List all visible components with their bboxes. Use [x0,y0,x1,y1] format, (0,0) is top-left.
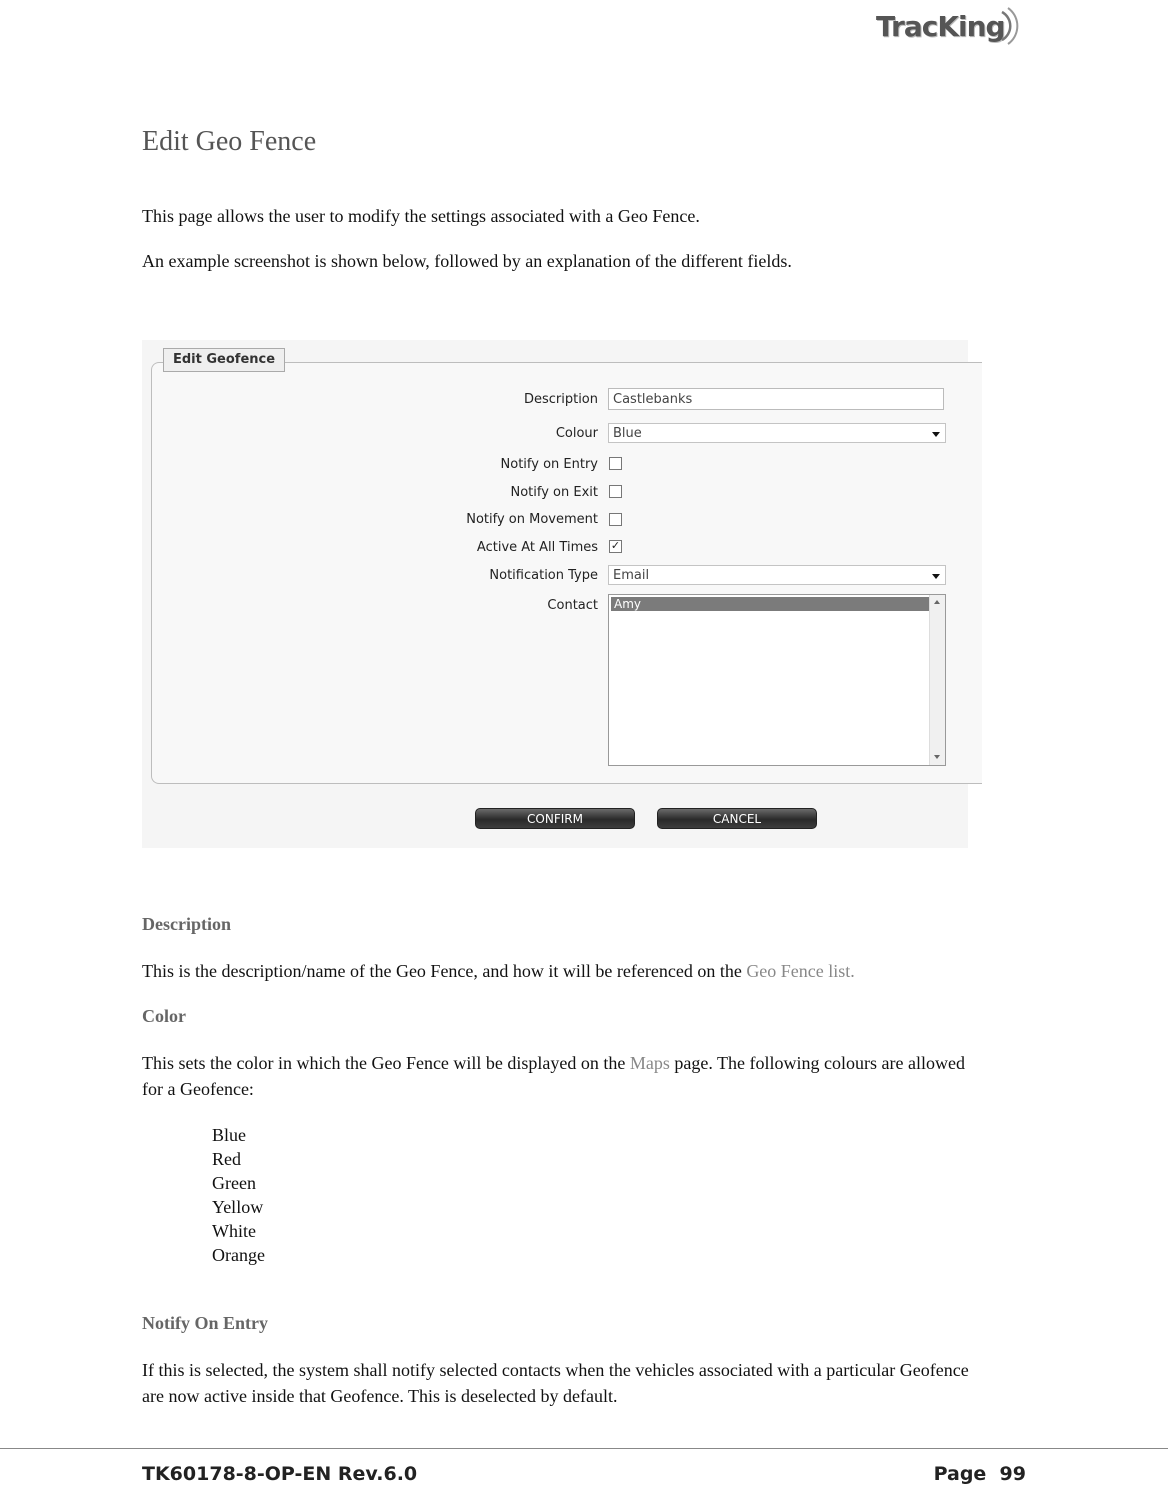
colour-list [212,1123,265,1267]
form-legend: Edit Geofence [163,348,285,372]
description-label: Description [523,392,598,407]
list-item: Yellow [212,1197,264,1217]
color-heading: Color [142,1006,186,1026]
geo-fence-list-link[interactable]: Geo Fence list. [746,961,855,981]
chevron-down-icon [932,574,940,579]
confirm-button[interactable]: CONFIRM [475,808,635,829]
footer-page: Page 99 [933,1463,1026,1485]
notify-movement-checkbox[interactable] [609,513,622,526]
notify-entry-heading: Notify On Entry [142,1313,268,1333]
description-paragraph: This is the description/name of the Geo Fence, and how it will be referenced on the Geo Fence list. [142,961,855,981]
page-number: 99 [999,1463,1026,1485]
contact-label: Contact [547,598,598,613]
notify-exit-label: Notify on Exit [510,485,598,500]
list-item: Blue [212,1125,246,1145]
intro-paragraph-2: An example screenshot is shown below, followed by an explanation of the different fields. [142,251,792,271]
logo-text: TracKing [876,10,1005,43]
footer-divider [0,1448,1168,1449]
colour-label: Colour [555,426,598,441]
company-logo [876,6,1026,50]
notify-entry-label: Notify on Entry [500,457,598,472]
contact-option[interactable]: Amy [611,597,929,611]
page-title: Edit Geo Fence [142,126,317,157]
notify-entry-paragraph: If this is selected, the system shall notify selected contacts when the vehicles associated with a particular Geofence are now active inside that Geofence. This is deselected by default. [142,1360,969,1406]
list-item: White [212,1221,256,1241]
signal-icon [998,6,1022,46]
list-item: Orange [212,1245,265,1265]
notify-exit-checkbox[interactable] [609,485,622,498]
active-all-times-checkbox[interactable] [609,540,622,553]
list-item: Green [212,1173,256,1193]
notify-entry-checkbox[interactable] [609,457,622,470]
maps-link[interactable]: Maps [629,1053,670,1073]
colour-select[interactable] [608,423,946,443]
footer-doc-id: TK60178-8-OP-EN Rev.6.0 [142,1463,418,1485]
description-input[interactable]: Castlebanks [608,388,944,410]
contact-listbox[interactable] [608,594,946,766]
list-item: Red [212,1149,241,1169]
notification-type-label: Notification Type [489,568,598,583]
color-paragraph: This sets the color in which the Geo Fence will be displayed on the Maps page. The following colours are allowed for a Geofence: [142,1053,965,1099]
description-heading: Description [142,914,231,934]
chevron-down-icon [932,432,940,437]
notification-type-value: Email [613,568,650,583]
colour-select-value: Blue [613,426,642,441]
cancel-button[interactable]: CANCEL [657,808,817,829]
notification-type-select[interactable] [608,565,946,585]
active-all-times-label: Active At All Times [476,540,598,555]
notify-movement-label: Notify on Movement [466,512,598,527]
intro-paragraph-1: This page allows the user to modify the settings associated with a Geo Fence. [142,206,700,226]
edit-geofence-screenshot [142,340,968,848]
scroll-up-icon[interactable] [934,600,940,604]
scroll-down-icon[interactable] [934,755,940,759]
checkmark-icon: ✓ [610,539,621,552]
listbox-scrollbar[interactable] [929,595,945,765]
